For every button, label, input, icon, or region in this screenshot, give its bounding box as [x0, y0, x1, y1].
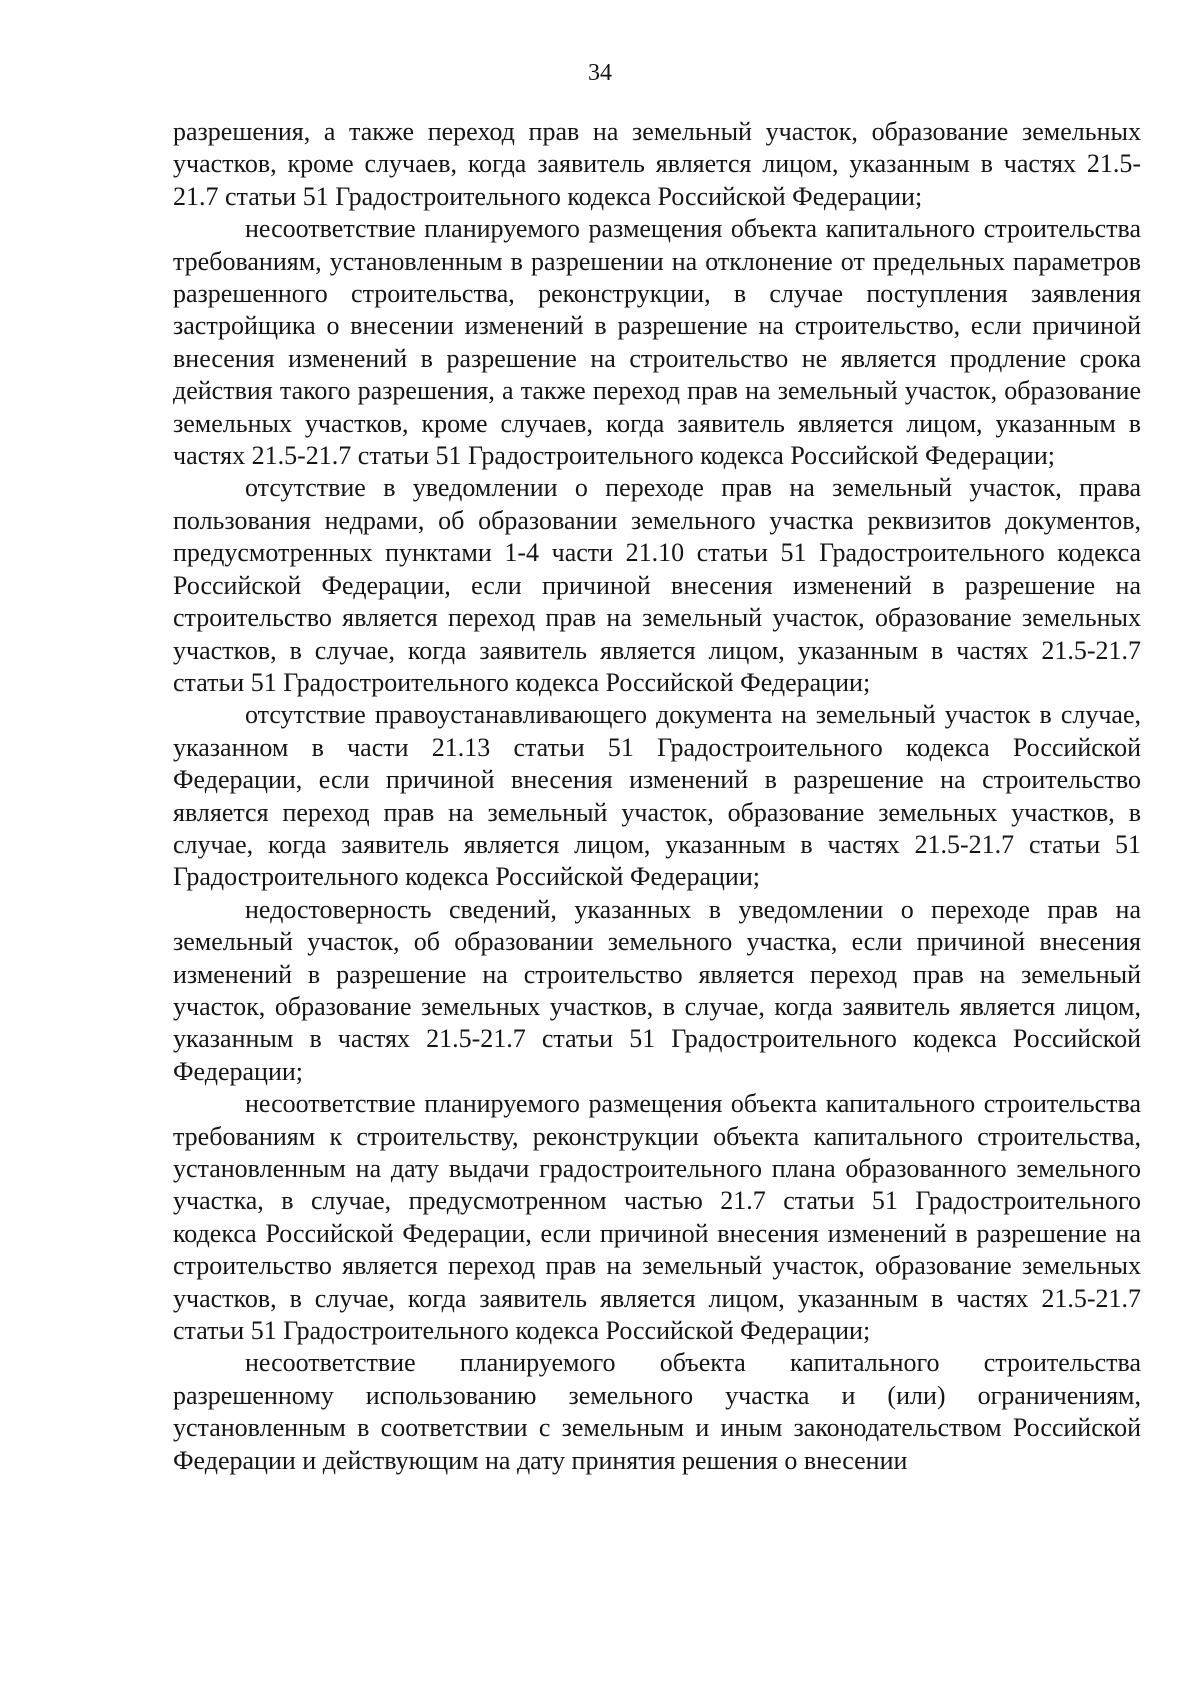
- page-number: 34: [588, 60, 612, 86]
- paragraph-deviation-permit-mismatch: несоответствие планируемого размещения объекта капитального строительства требованиям, установленным в разрешении на отклонение от предельных параметров разрешенного строительства, реконструкции, в случае поступления заявления застройщика о внесении изменений в разрешение на строительство, если причиной внесения изменений в разрешение на строительство не является продление срока действия такого разрешения, а также переход прав на земельный участок, образование земельных участков, кроме случаев, когда заявитель является лицом, указанным в частях 21.5-21.7 статьи 51 Градостроительного кодекса Российской Федерации;: [173, 214, 1141, 471]
- paragraph-missing-document-details: отсутствие в уведомлении о переходе прав на земельный участок, права пользования недрами, об образовании земельного участка реквизитов документов, предусмотренных пунктами 1-4 части 21.10 статьи 51 Градостроительного кодекса Российской Федерации, если причиной внесения изменений в разрешение на строительство является переход прав на земельный участок, образование земельных участков, в случае, когда заявитель является лицом, указанным в частях 21.5-21.7 статьи 51 Градостроительного кодекса Российской Федерации;: [173, 473, 1141, 697]
- paragraph-missing-title-document: отсутствие правоустанавливающего документа на земельный участок в случае, указанном в части 21.13 статьи 51 Градостроительного кодекса Российской Федерации, если причиной внесения изменений в разрешение на строительство является переход прав на земельный участок, образование земельных участков, в случае, когда заявитель является лицом, указанным в частях 21.5-21.7 статьи 51 Градостроительного кодекса Российской Федерации;: [173, 700, 1141, 892]
- document-body: [173, 116, 1141, 1477]
- paragraph-permitted-use-mismatch: несоответствие планируемого объекта капитального строительства разрешенному использованию земельного участка и (или) ограничениям, установленным в соответствии с земельным и иным законодательством Российской Федерации и действующим на дату принятия решения о внесении: [173, 1348, 1141, 1475]
- paragraph-urban-plan-mismatch: несоответствие планируемого размещения объекта капитального строительства требованиям к строительству, реконструкции объекта капитального строительства, установленным на дату выдачи градостроительного плана образованного земельного участка, в случае, предусмотренном частью 21.7 статьи 51 Градостроительного кодекса Российской Федерации, если причиной внесения изменений в разрешение на строительство является переход прав на земельный участок, образование земельных участков, в случае, когда заявитель является лицом, указанным в частях 21.5-21.7 статьи 51 Градостроительного кодекса Российской Федерации;: [173, 1089, 1141, 1346]
- paragraph-unreliable-information: недостоверность сведений, указанных в уведомлении о переходе прав на земельный участок, об образовании земельного участка, если причиной внесения изменений в разрешение на строительство является переход прав на земельный участок, образование земельных участков, в случае, когда заявитель является лицом, указанным в частях 21.5-21.7 статьи 51 Градостроительного кодекса Российской Федерации;: [173, 894, 1141, 1086]
- paragraph-continuation: разрешения, а также переход прав на земельный участок, образование земельных участков, кроме случаев, когда заявитель является лицом, указанным в частях 21.5-21.7 статьи 51 Градостроительного кодекса Российской Федерации;: [173, 117, 1141, 211]
